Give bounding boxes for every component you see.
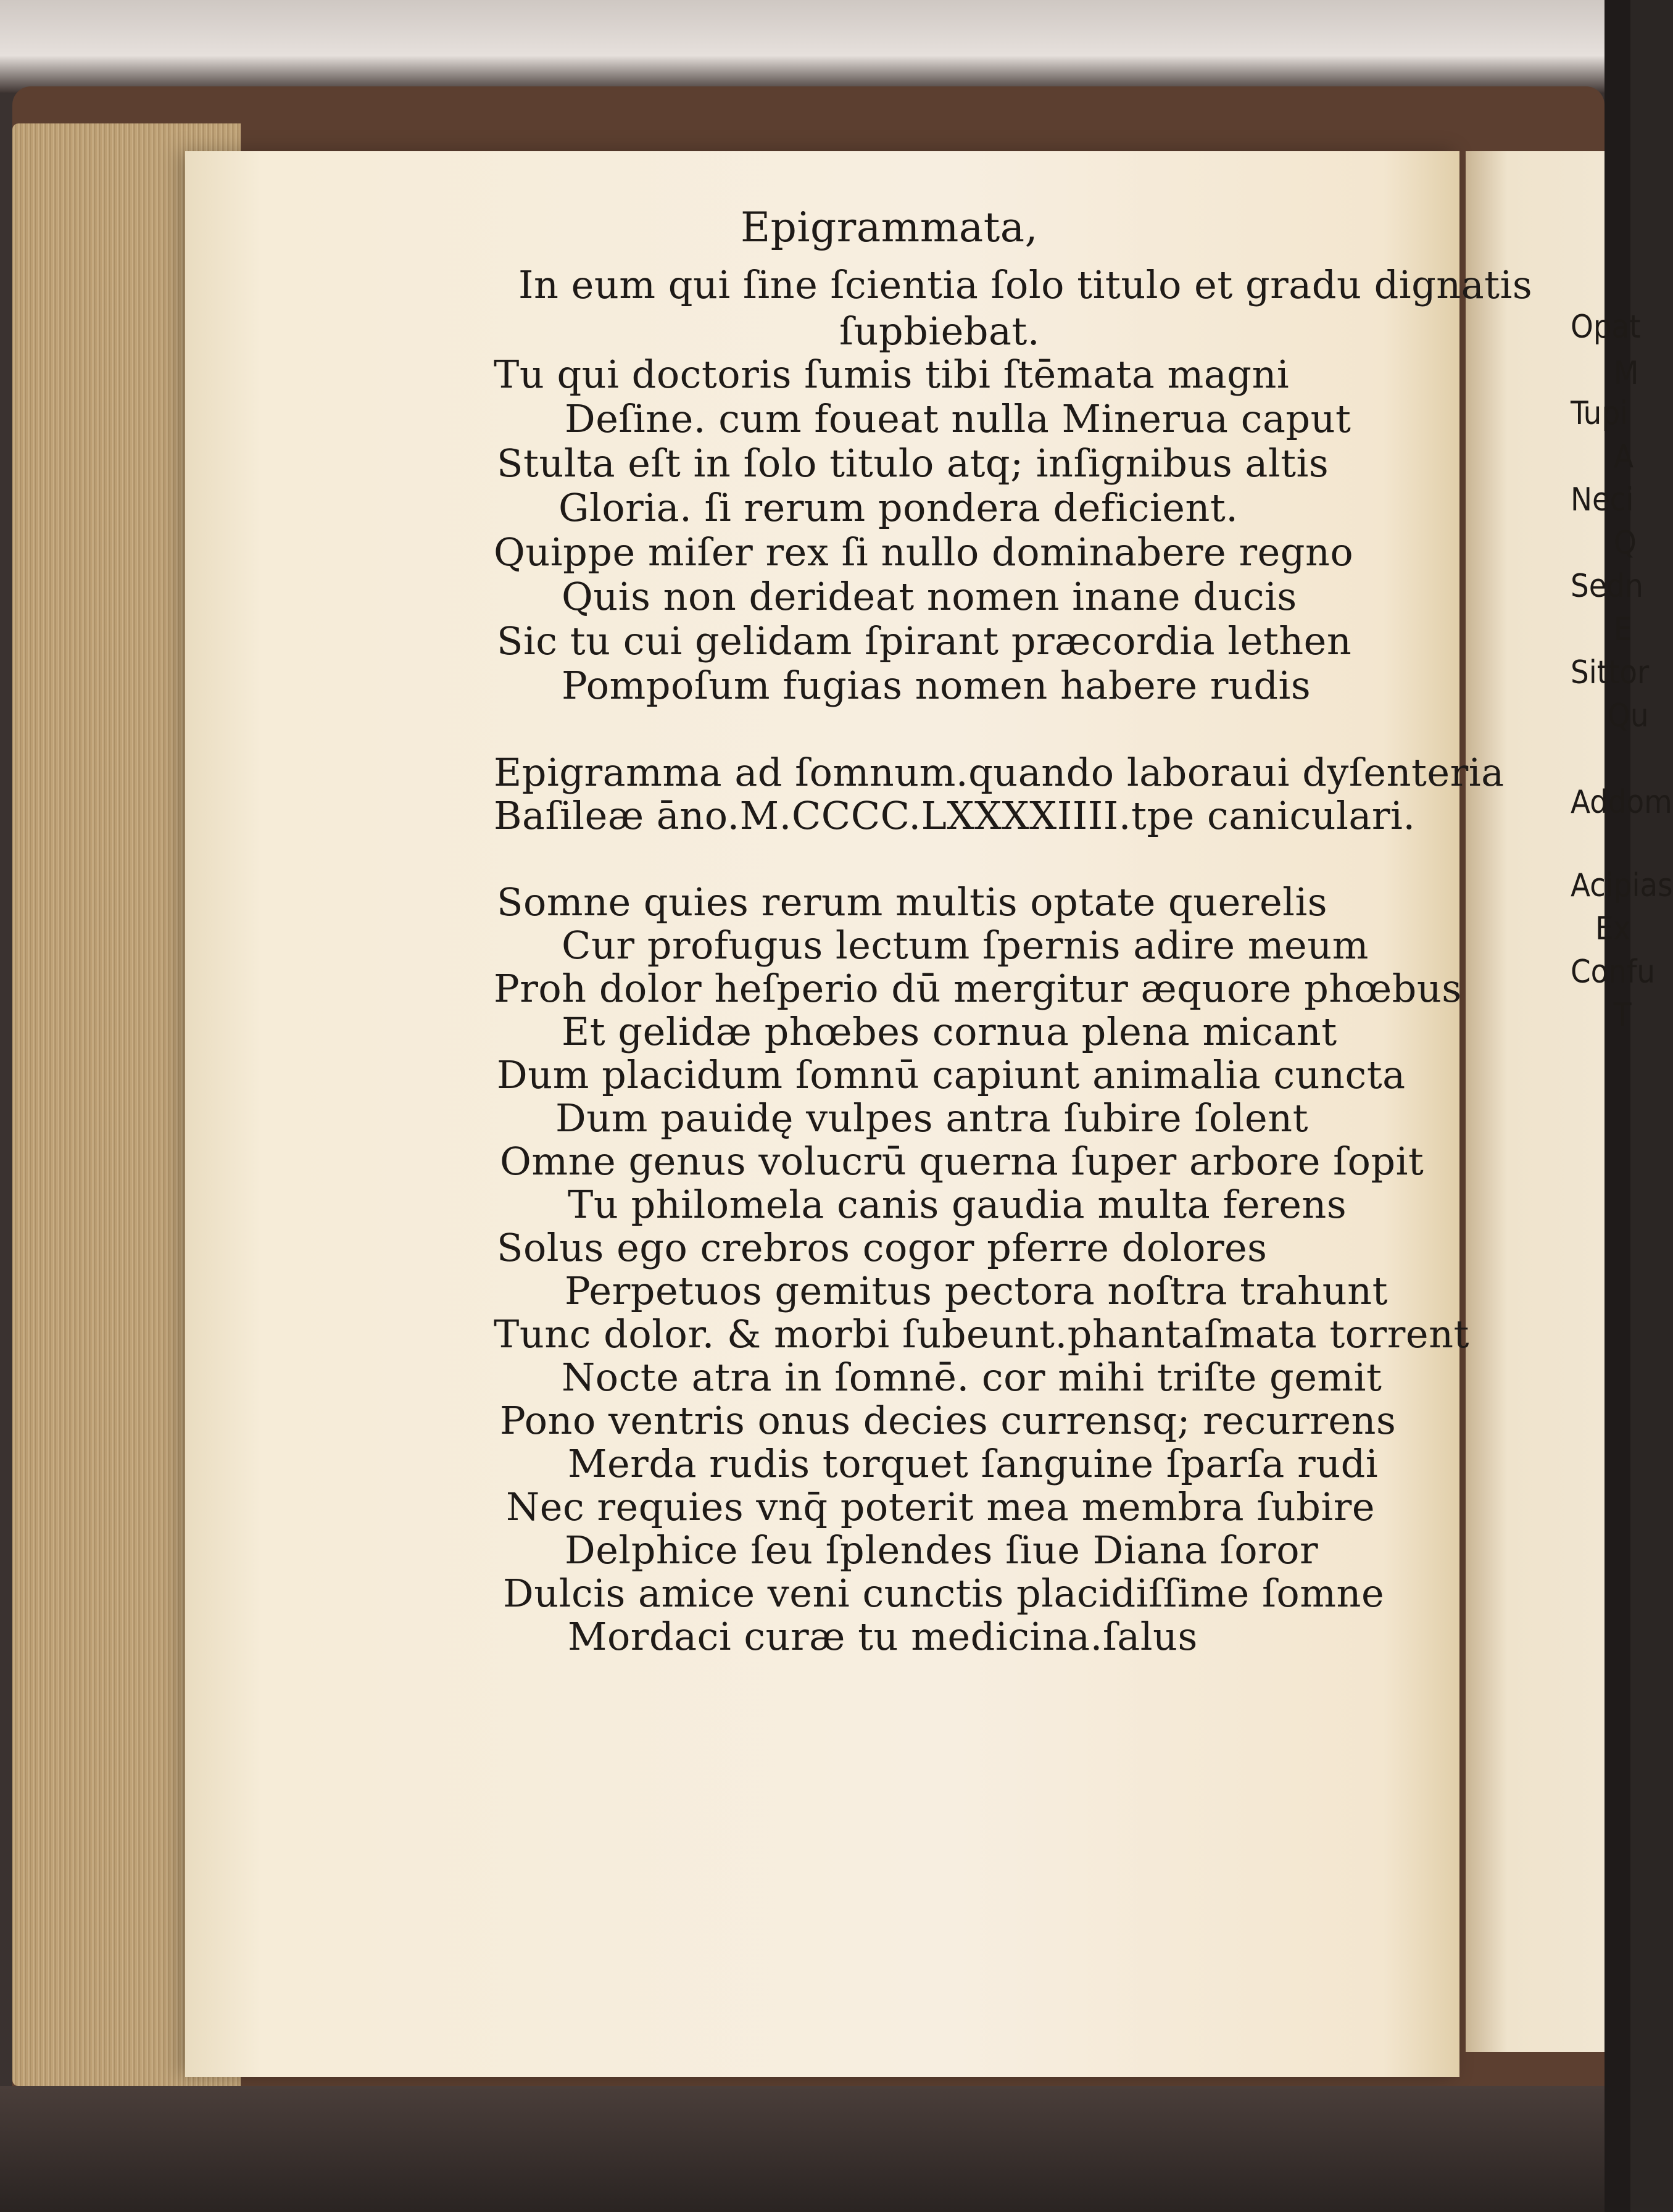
poem1-verse: Gloria. ſi rerum pondera deficient. [558,485,1239,530]
facing-fragment: Neci [1571,481,1634,518]
scan-bottom-edge [0,2086,1630,2212]
poem2-verse: Merda rudis torquet ſanguine ſparſa rudi [568,1441,1379,1486]
poem1-verse: Quis non derideat nomen inane ducis [562,574,1297,619]
facing-fragment: Tupi [1571,395,1629,432]
facing-fragment: A [1614,438,1634,475]
poem2-verse: Et gelidæ phœbes cornua plena micant [562,1009,1337,1054]
poem1-verse: Quippe miſer rex ſi nullo dominabere regno [494,530,1354,575]
poem2-verse: Proh dolor heſperio dū mergitur æquore phœbus [494,966,1462,1011]
poem2-verse: Omne genus volucrū querna ſuper arbore ſopit [500,1139,1424,1184]
poem1-verse: Deſine. cum foueat nulla Minerua caput [565,396,1351,441]
poem2-verse: Nec requies vnq̄ poterit mea membra ſubire [506,1484,1376,1529]
facing-fragment: Acipias [1571,867,1673,904]
poem2-verse: Mordaci curæ tu medicina.ſalus [568,1614,1198,1659]
poem2-verse: Dulcis amice veni cunctis placidiſſime ſomne [503,1571,1385,1616]
poem2-verse: Pono ventris onus decies currensq; recurrens [500,1398,1397,1443]
facing-fragment: Ex [1595,910,1631,947]
poem1-verse: Stulta eſt in ſolo titulo atq; inſignibus altis [497,441,1329,486]
facing-fragment: Addom [1571,784,1672,821]
poem2-verse: Somne quies rerum multis optate querelis [497,879,1328,925]
running-head: Epigrammata, [741,204,1039,251]
poem1-verse: Tu qui doctoris ſumis tibi ſtēmata magni [494,352,1290,397]
poem1-title-line: In eum qui ſine ſcientia ſolo titulo et gradu dignatis [518,262,1533,307]
poem2-verse: Nocte atra in ſomnē. cor mihi triſte gemit [562,1355,1382,1400]
poem2-verse: Perpetuos gemitus pectora noſtra trahunt [565,1268,1389,1313]
facing-fragment: Sittor [1571,654,1650,691]
poem2-title-line: Epigramma ad ſomnum.quando laboraui dyſenteria [494,750,1505,795]
facing-fragment: Q [1614,525,1637,562]
poem2-verse: Delphice ſeu ſplendes ſiue Diana ſoror [565,1528,1319,1573]
poem1-title-line: ſupbiebat. [839,309,1040,354]
poem2-verse: Tu philomela canis gaudia multa ferens [568,1182,1347,1227]
facing-fragment: Confu [1571,954,1656,991]
facing-fragment: Sedn [1571,568,1643,605]
scan-top-edge [0,0,1630,93]
poem2-verse: Dum pauidę vulpes antra ſubire ſolent [555,1096,1309,1141]
facing-fragment: T [1614,997,1632,1034]
poem2-verse: Solus ego crebros cogor pferre dolores [497,1225,1268,1270]
facing-fragment: Qu [1608,697,1649,734]
facing-page [1466,151,1605,2052]
poem2-verse: Dum placidum ſomnū capiunt animalia cuncta [497,1052,1406,1097]
facing-fragment: E [1614,611,1632,648]
poem2-verse: Tunc dolor. & morbi ſubeunt.phantaſmata torrent [494,1312,1469,1357]
poem2-verse: Cur profugus lectum ſpernis adire meum [562,923,1369,968]
poem1-verse: Pompoſum fugias nomen habere rudis [562,663,1311,708]
facing-fragment: M [1614,355,1639,392]
poem1-verse: Sic tu cui gelidam ſpirant præcordia lethen [497,618,1352,663]
facing-fragment: Opat [1571,309,1641,346]
poem2-title-line: Baſileæ āno.M.CCCC.LXXXXIIII.tpe caniculari. [494,793,1416,838]
